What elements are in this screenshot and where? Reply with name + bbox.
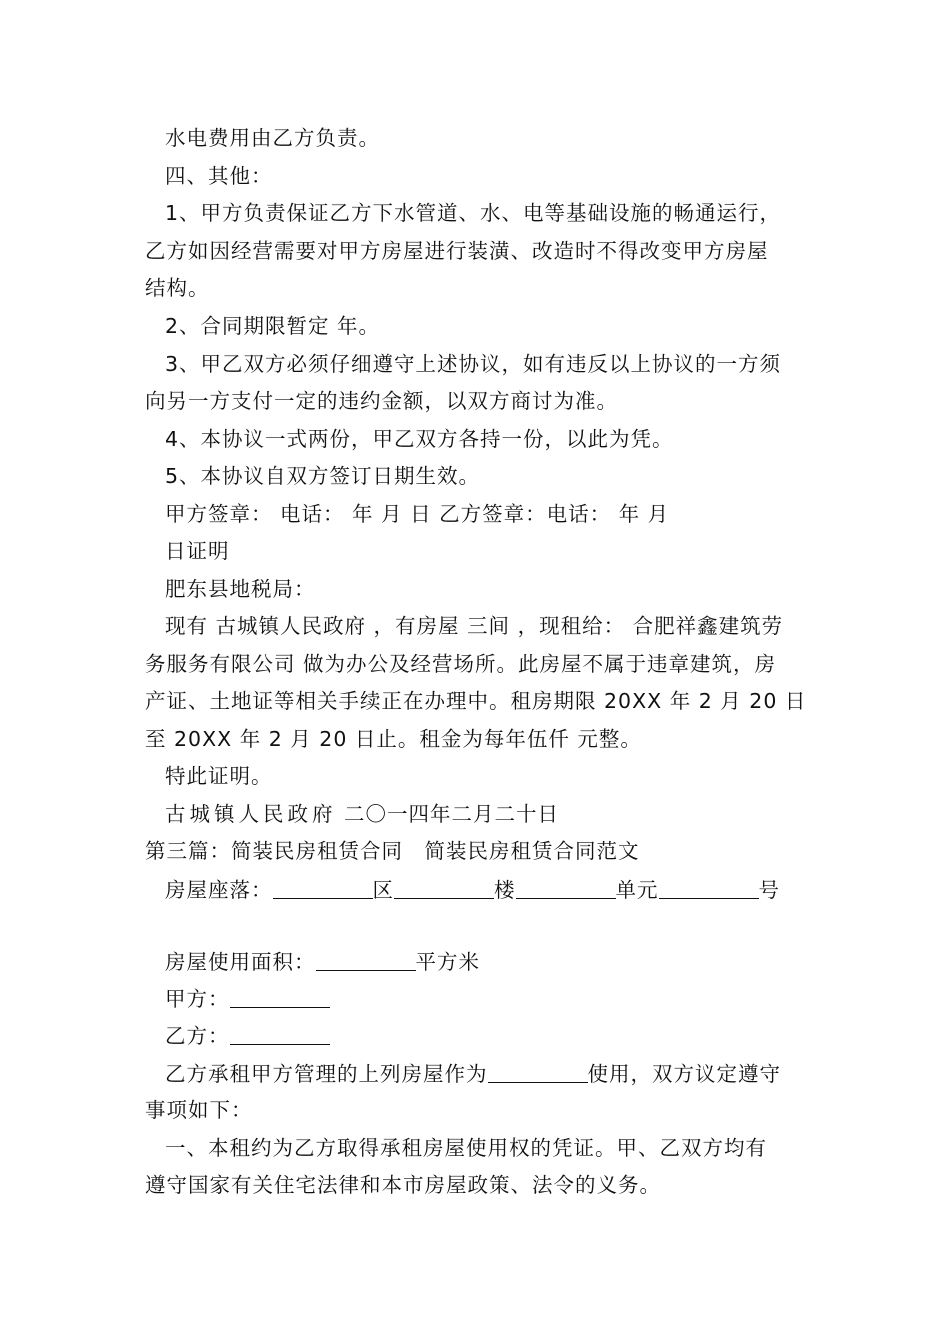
clause-1-line-2: 乙方如因经营需要对甲方房屋进行装潢、改造时不得改变甲方房屋 — [145, 239, 769, 263]
area-unit: 平方米 — [415, 950, 480, 974]
certificate-line-3: 产证、土地证等相关手续正在办理中。租房期限 20XX 年 2 月 20 日 — [145, 689, 807, 713]
usage-text-pre: 乙方承租甲方管理的上列房屋作为 — [165, 1062, 488, 1086]
blank-party-b — [230, 1022, 330, 1045]
area-label: 房屋使用面积： — [165, 950, 316, 974]
clause-1-line-1: 1、甲方负责保证乙方下水管道、水、电等基础设施的畅通运行， — [165, 201, 782, 225]
clause-1-line-3: 结构。 — [145, 276, 210, 300]
usage-line-1 — [165, 1060, 781, 1087]
number-label: 号 — [758, 878, 780, 902]
blank-party-a — [230, 985, 330, 1008]
certificate-closing: 特此证明。 — [165, 764, 273, 788]
article-1-line-1: 一、本租约为乙方取得承租房屋使用权的凭证。甲、乙双方均有 — [165, 1136, 767, 1160]
certificate-line-1: 现有 古城镇人民政府 ，有房屋 三间 ，现租给： 合肥祥鑫建筑劳 — [165, 614, 784, 638]
certificate-line-2: 务服务有限公司 做为办公及经营场所。此房屋不属于违章建筑，房 — [145, 652, 777, 676]
usage-line-2: 事项如下： — [145, 1098, 253, 1122]
district-label: 区 — [372, 878, 394, 902]
issuer-name: 古城镇人民政府 — [165, 802, 337, 826]
addressee: 肥东县地税局： — [165, 577, 316, 601]
clause-3-line-1: 3、甲乙双方必须仔细遵守上述协议，如有违反以上协议的一方须 — [165, 352, 782, 376]
blank-unit — [516, 876, 616, 899]
clause-2: 2、合同期限暂定 年。 — [165, 314, 381, 338]
blank-building — [394, 876, 494, 899]
blank-area — [316, 948, 416, 971]
section-heading-other: 四、其他： — [165, 164, 273, 188]
section-title: 第三篇：简装民房租赁合同 简装民房租赁合同范文 — [145, 839, 640, 863]
unit-label: 单元 — [615, 878, 659, 902]
party-b-line — [165, 1022, 330, 1049]
usage-text-post: 使用，双方议定遵守 — [587, 1062, 781, 1086]
paragraph-utilities: 水电费用由乙方负责。 — [165, 126, 380, 150]
clause-5: 5、本协议自双方签订日期生效。 — [165, 464, 481, 488]
area-line — [165, 948, 480, 975]
blank-usage — [488, 1060, 588, 1083]
article-1-line-2: 遵守国家有关住宅法律和本市房屋政策、法令的义务。 — [145, 1173, 661, 1197]
certificate-line-4: 至 20XX 年 2 月 20 日止。租金为每年伍仟 元整。 — [145, 727, 642, 751]
party-a-label: 甲方： — [165, 987, 230, 1011]
address-label: 房屋座落： — [165, 878, 273, 902]
party-b-label: 乙方： — [165, 1024, 230, 1048]
blank-district — [273, 876, 373, 899]
clause-4: 4、本协议一式两份，甲乙双方各持一份，以此为凭。 — [165, 427, 674, 451]
address-line — [165, 876, 780, 903]
building-label: 楼 — [494, 878, 516, 902]
signature-line-cont: 日证明 — [165, 539, 230, 563]
clause-3-line-2: 向另一方支付一定的违约金额，以双方商讨为准。 — [145, 389, 618, 413]
blank-number — [659, 876, 759, 899]
certificate-signature — [165, 801, 559, 827]
party-a-line — [165, 985, 330, 1012]
issue-date: 二〇一四年二月二十日 — [344, 802, 560, 826]
signature-line: 甲方签章： 电话： 年 月 日 乙方签章：电话： 年 月 — [165, 502, 670, 526]
